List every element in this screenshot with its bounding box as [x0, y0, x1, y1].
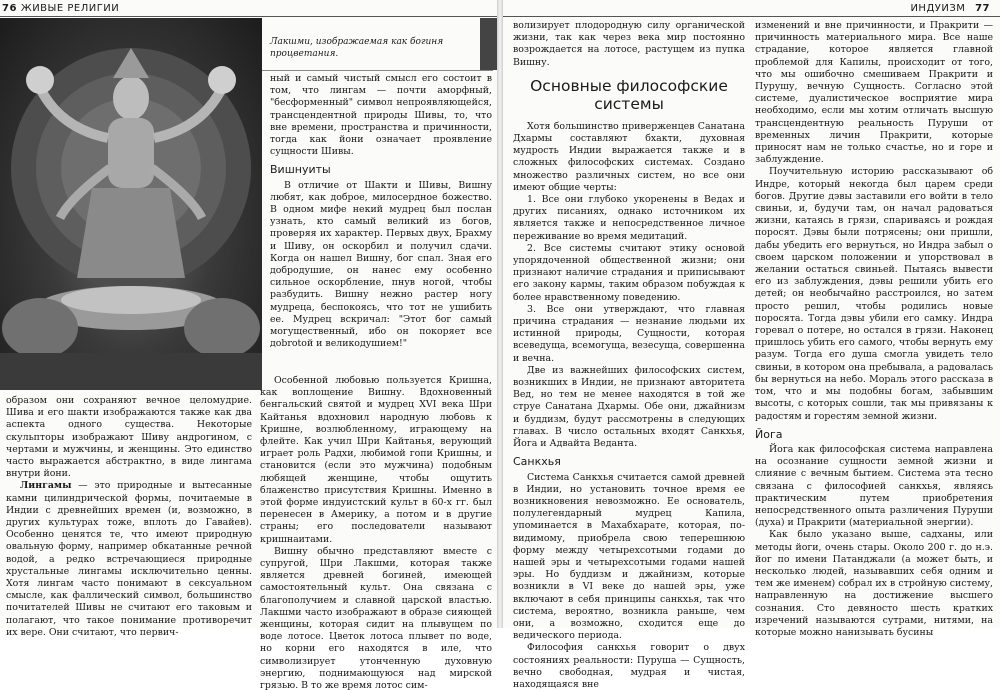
- paragraph: В отличие от Шакти и Шивы, Вишну любят, как доброе, милосердное божество. В одном мифе некий мудрец был послан узнать, кто самый великий из богов, проверяя их характер. Первых двух, Брахму и Шиву, он оскорбил и получил сдачи. Когда он нашел Вишну, бог спал. Зная его добродушие, он нанес ему особенно сильное оскорбление, пнув ногой, чтобы разбудить. Вишну нежно растер ногу мудреца, беспокоясь, что тот не ушибить ее. Мудрец вскричал: "Этот бог самый могущественный, ибо он покоряет все доbrotой и великодушием!": [270, 179, 492, 350]
- left-running-head: [2, 2, 119, 15]
- paragraph: образом они сохраняют вечное целомудрие. Шива и его шакти изображаются также как два аспекта одного существа. Некоторые скульпторы изображают Шиву андрогином, с чертами и мужчины, и женщины. Это единство часто выражается абстрактно, в виде лингама внутри йони.: [6, 395, 252, 480]
- paragraph: 3. Все они утверждают, что главная причина страдания — незнание людьми их истинной природы, Сущности, которая всеведуща, всемогуща, везесуща, совершенна и вечна.: [513, 303, 745, 364]
- paragraph: 2. Все системы считают этику основой упорядоченной общественной жизни; они признают наличие страдания и приписывают его закону кармы, таким образом побуждая к более нравственному поведению.: [513, 242, 745, 303]
- paragraph: Система Санкхья считается самой древней в Индии, но установить точное время ее возникновения невозможно. Ее основатель, полулегендарный мудрец Капила, упоминается в Махабхарате, которая, по-видимому, приобрела свою теперешнюю форму между четырехсотыми годами до нашей эры и четырехсотыми годами нашей эры. Но буддизм и джайнизм, которые возникли в VI веке до нашей эры, уже включают в себя принципы санкхья, так что система, вероятно, возникла раньше, чем они, а возможно, сходится еще до ведического периода.: [513, 471, 745, 642]
- left-column-bottom: [6, 395, 252, 638]
- paragraph: ный и самый чистый смысл его состоит в том, что лингам — почти аморфный, "бесформенный" символ непроявляющейся, трансцендентной природы Шивы, то, что вне времени, пространства и причинности, тогда как йони означает проявление сущности Шивы.: [270, 73, 492, 158]
- paragraph: Философия санкхья говорит о двух состояниях реальности: Пуруша — Сущность, вечно свободная, мудрая и чистая, находящаяся вне: [513, 642, 745, 690]
- paragraph: Две из важнейших философских систем, возникших в Индии, не признают авторитета Вед, но тем не менее находятся в той же струе Санатана Дхармы. Обе они, джайнизм и буддизм, будут рассмотрены в следующих главах. В число остальных входят Санкхья, Йога и Адвайта Веданта.: [513, 364, 745, 450]
- paragraph: изменений и вне причинности, и Пракрити — причинность материального мира. Все наше страдание, которое является главной проблемой для Капилы, происходит от того, что мы ошибочно смешиваем Пракрити и Пурушу, вечную Сущность. Согласно этой системе, дуалистическое восприятие мира необходимо, если мы хотим отличать высшую трансцендентную реальность Пуруши от временных личин Пракрити, которые приносят нам не только счастье, но и горе и заблуждение.: [755, 20, 993, 166]
- paragraph: Как было указано выше, садханы, или методы йоги, очень стары. Около 200 г. до н.э. йог по имени Патанджали (а может быть, и несколько людей, называвших себя одним и тем же именем) собрал их в стройную систему, направленную на достижение высшего сознания. Сто девяносто шесть кратких изречений называются сутрами, нитями, на которые можно нанизывать бусины: [755, 529, 993, 638]
- right-page: [503, 0, 1000, 690]
- paragraph-lingams: [6, 480, 252, 639]
- paragraph: Вишну обычно представляют вместе с супругой, Шри Лакшми, которая также является древней богиней, имеющей самостоятельный культ. Она связана с благополучием и славной царской властью. Лакшми часто изображают в образе сияющей женщины, которая сидит на плывущем по воде лотосе. Цветок лотоса плывет по воде, но корни его находятся в иле, что символизирует утонченную духовную энергию, поднимающуюся над мирской грязью. В то же время лотос сим-: [260, 545, 492, 692]
- paragraph: Поучительную историю рассказывают об Индре, который некогда был царем среди богов. Другие дэвы заставили его войти в тело свиньи, и, будучи там, он начал радоваться жизни, катаясь в грязи, спариваясь и рождая поросят. Дэвы были потрясены; они пришли, дабы убедить его вернуться, но Индра забыл о своем царском положении и упорствовал в желании остаться свиньей. Пытаясь вывести его из заблуждения, дэвы решили убить его детей; он необычайно расстроился, но затем просто решил, чтобы родились новые поросята. Тогда дэвы убили его самку. Индра горевал о потере, но остался в грязи. Наконец пришлось убить его самого, чтобы вернуть ему разум. Тогда его душа смогла увидеть тело свиньи, в котором она пребывала, а радовалась бы вернуться на небо. Мораль этого рассказа в том, что и мы подобны богам, забывшим высоты, с которых сошли, так мы привязаны к радостям и горестям земной жизни.: [755, 166, 993, 422]
- right-column-1: [513, 20, 745, 690]
- right-page-number: 77: [975, 3, 990, 14]
- paragraph: 1. Все они глубоко укоренены в Ведах и других писаниях, однако источником их является также и непосредственное личное переживание во время медитаций.: [513, 194, 745, 242]
- paragraph: Особенной любовью пользуется Кришна, как воплощение Вишну. Вдохновенный бенгальский святой и мудрец XVI века Шри Кайтанья вдохновил народную любовь к Кришне, возлюбленному, играющему на флейте. Как учил Шри Кайтанья, верующий играет роль Радхи, любимой гопи Кришны, и становится (если это мужчина) подобным любящей женщине, чтобы ощутить блаженство присутствия Кришны. Именно в этой форме индуистский культ в 60-х гг. был перенесен в Америку, а потом и в другие страны; его последователи называют кришнаитами.: [260, 375, 492, 545]
- illustration-caption: Лакшми, изображаемая как богиня процветания.: [270, 37, 444, 59]
- left-page-number: 76: [2, 3, 17, 14]
- section-heading-sankhya: Санкхья: [513, 455, 561, 469]
- term-lingams: Лингамы: [20, 480, 72, 492]
- section-heading-vishnuites: Вишнуиты: [270, 163, 331, 177]
- section-title-philosophy: Основные философские системы: [530, 76, 728, 113]
- right-column-2: [755, 20, 993, 638]
- left-running-title: ЖИВЫЕ РЕЛИГИИ: [20, 3, 120, 14]
- lingams-text: — это природные и вытесанные камни цилиндрической формы, почитаемые в Индии с древнейших времен (и, возможно, в других культурах тоже, вплоть до Гавайев). Особенно ценятся те, что имеют природную овальную форму, например обкатанные речной водой, а редко встречающиеся природные хрустальные лингамы исключительно ценны. Хотя лингам часто понимают в сексуальном смысле, как фаллический символ, большинство почитателей Шивы не считают его таковым и полагают, что такое понимание противоречит их вере. Они считают, что первич-: [6, 480, 252, 638]
- paragraph: Йога как философская система направлена на осознание сущности земной жизни и слияние с вечным бытием. Система эта тесно связана с философией санкхья, являясь практическим путем приобретения непосредственного опыта различения Пуруши (духа) и Пракрити (материальной энергии).: [755, 443, 993, 529]
- left-column-right-bottom: [260, 375, 492, 692]
- left-header-rule: [0, 16, 497, 17]
- left-page: [0, 0, 497, 692]
- left-column-right: [270, 73, 492, 369]
- section-heading-yoga: Йога: [755, 427, 783, 441]
- lakshmi-illustration: [0, 18, 262, 390]
- right-header-rule: [503, 16, 1000, 17]
- paragraph: волизирует плодородную силу органической жизни, так как через века мир постоянно возрождается на лотосе, растущем из пупка Вишну.: [513, 20, 745, 68]
- paragraph: Хотя большинство приверженцев Санатана Дхармы составляют бхакти, духовная мудрость Индии выражается также и в сложных философских системах. Создано множество различных систем, но все они имеют общие черты:: [513, 120, 745, 193]
- right-running-title: ИНДУИЗМ: [910, 3, 966, 14]
- right-running-head: [910, 2, 994, 15]
